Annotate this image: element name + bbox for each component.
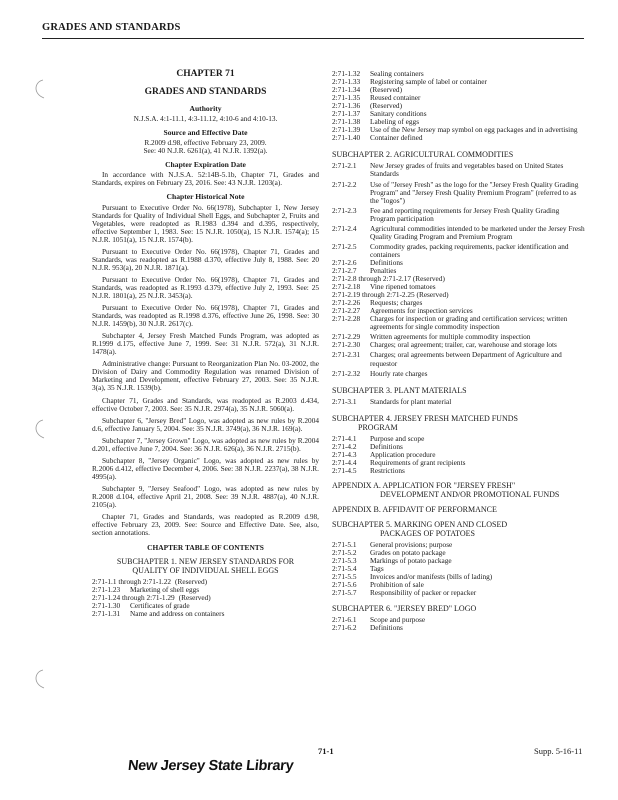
expiration-heading: Chapter Expiration Date <box>165 160 246 170</box>
toc-entry-range: 2:71-2.8 through 2:71-2.17 (Reserved) <box>332 274 445 284</box>
toc-entry <box>332 341 586 349</box>
section-number: 2:71-1.35 <box>332 93 361 103</box>
section-title: Tags <box>370 564 384 574</box>
subchapter-heading-line: SUBCHAPTER 5. MARKING OPEN AND CLOSED <box>332 519 508 529</box>
section-number: 2:71-6.1 <box>332 615 357 625</box>
section-number: 2:71-5.2 <box>332 547 357 557</box>
section-title: Marketing of shell eggs <box>130 585 200 595</box>
section-number: 2:71-2.6 <box>332 257 357 267</box>
history-paragraph: Subchapter 4, Jersey Fresh Matched Funds Program, was adopted as R.1999 d.175, effective June 7, 1999. See: 31 N.J.R. 572(a), 31 N.J.R. 1478(a). <box>92 331 319 357</box>
authority-heading: Authority <box>189 104 222 114</box>
history-paragraph: Pursuant to Executive Order No. 66(1978), Chapter 71, Grades and Standards, was readopted as R.1998 d.376, effective June 26, 1998. See: 30 N.J.R. 1459(b), 30 N.J.R. 2617(c). <box>92 303 319 329</box>
section-title: Use of "Jersey Fresh" as the logo for the "Jersey Fresh Quality Grading Program" and "Jersey Fresh Quality Premium Program" (referred to as the "logos") <box>370 179 579 205</box>
toc-entry <box>332 225 586 241</box>
section-number: 2:71-2.3 <box>332 205 357 215</box>
section-number: 2:71-1.38 <box>332 117 361 127</box>
toc-entry <box>92 594 319 602</box>
section-title: (Reserved) <box>370 101 403 111</box>
section-number: 2:71-1.33 <box>332 77 361 87</box>
section-title: Prohibition of sale <box>370 580 424 590</box>
history-paragraph: Subchapter 6, "Jersey Bred" Logo, was adopted as new rules by R.2004 d.6, effective January 5, 2004. See: 35 N.J.R. 3749(a), 36 N.J.R. 169(a). <box>92 415 319 433</box>
toc-entry <box>332 467 586 475</box>
toc-entry <box>332 351 586 367</box>
header-rule <box>42 38 584 39</box>
section-number: 2:71-1.34 <box>332 85 361 95</box>
expiration-text: In accordance with N.J.S.A. 52:14B-5.1b, Chapter 71, Grades and Standards, expires on February 23, 2016. See: 43 N.J.R. 1203(a). <box>92 170 319 188</box>
section-number: 2:71-2.5 <box>332 241 357 251</box>
section-title: Sealing containers <box>370 69 424 78</box>
section-number: 2:71-1.32 <box>332 69 361 78</box>
history-paragraph: Pursuant to Executive Order No. 66(1978), Chapter 71, Grades and Standards, was readopted as R.1988 d.370, effective July 8, 1988. See: 20 N.J.R. 953(a), 20 N.J.R. 1871(a). <box>92 246 319 272</box>
subchapter-heading-line: SUBCHAPTER 4. JERSEY FRESH MATCHED FUNDS <box>332 413 518 423</box>
binder-hole-mark <box>30 418 48 440</box>
section-number: 2:71-1.1 through 2:71-1.22 <box>92 577 172 587</box>
subchapter-3-heading: SUBCHAPTER 3. PLANT MATERIALS <box>332 385 467 395</box>
appendix-b-heading: APPENDIX B. AFFIDAVIT OF PERFORMANCE <box>332 504 497 514</box>
history-paragraph: Chapter 71, Grades and Standards, was readopted as R.2003 d.434, effective October 7, 2003. See: 35 N.J.R. 2974(a), 35 N.J.R. 5060(a). <box>92 395 319 413</box>
section-title: Written agreements for multiple commodity inspection <box>370 332 531 342</box>
toc-entry <box>332 315 586 331</box>
section-title: Use of the New Jersey map symbol on egg packages and in advertising <box>370 125 578 135</box>
section-number: 2:71-2.4 <box>332 223 357 233</box>
subchapter-6-heading: SUBCHAPTER 6. "JERSEY BRED" LOGO <box>332 604 477 614</box>
toc-entry-range: 2:71-2.19 through 2:71-2.25 (Reserved) <box>332 290 449 300</box>
section-title: Grades on potato package <box>370 547 446 557</box>
section-title: Agreements for inspection services <box>370 306 473 316</box>
subchapter-heading-line: SUBCHAPTER 1. NEW JERSEY STANDARDS FOR <box>116 557 295 567</box>
section-title: Scope and purpose <box>370 615 426 625</box>
section-title: Name and address on containers <box>130 609 225 619</box>
section-number: 2:71-5.1 <box>332 539 357 549</box>
section-number: 2:71-5.3 <box>332 555 357 565</box>
section-title: Charges for inspection or grading and certification services; written agreements for single commodity inspection <box>370 314 568 332</box>
section-number: 2:71-5.5 <box>332 572 357 582</box>
section-number: 2:71-2.1 <box>332 161 357 171</box>
section-title: Definitions <box>370 623 403 633</box>
section-title: Requests; charges <box>370 298 423 308</box>
section-title: Agricultural commodities intended to be marketed under the Jersey Fresh Quality Grading Program and Premium Program <box>370 223 585 241</box>
section-number: 2:71-4.2 <box>332 441 357 451</box>
binder-hole-mark <box>30 668 48 690</box>
section-number: 2:71-5.6 <box>332 580 357 590</box>
history-paragraph: Chapter 71, Grades and Standards, was readopted as R.2009 d.98, effective February 23, 2009. See: Source and Effective Date. See, also, section annotations. <box>92 512 319 538</box>
right-column <box>332 70 586 632</box>
toc-entry <box>92 578 319 586</box>
section-number: 2:71-4.5 <box>332 465 357 475</box>
section-number: 2:71-1.36 <box>332 101 361 111</box>
toc-entry <box>332 243 586 259</box>
history-paragraph: Pursuant to Executive Order No. 66(1978), Subchapter 1, New Jersey Standards for Quality of Individual Shell Eggs, and Subchapter 2, Fruits and Vegetables, were readopted as R.1983 d.394 and d.395, respectively, effective September 1, 1983. See: 15 N.J.R. 1050(a), 15 N.J.R. 1574(a); 15 N.J.R. 1051(a), 15 N.J.R. 1574(b). <box>92 202 319 244</box>
section-number: 2:71-1.30 <box>92 601 121 611</box>
section-number: 2:71-2.30 <box>332 340 361 350</box>
subchapter-1-heading <box>92 557 319 575</box>
section-number: 2:71-1.31 <box>92 609 121 619</box>
section-title: Markings of potato package <box>370 555 452 565</box>
binder-hole-mark <box>30 78 48 100</box>
running-header: GRADES AND STANDARDS <box>42 22 181 33</box>
section-number: 2:71-5.7 <box>332 588 357 598</box>
subchapter-heading-line: QUALITY OF INDIVIDUAL SHELL EGGS <box>132 566 279 576</box>
section-title: Sanitary conditions <box>370 109 427 119</box>
history-paragraph: Administrative change: Pursuant to Reorganization Plan No. 03-2002, the Division of Dairy and Commodity Regulation was renamed Division of Marketing and Development, effective February 27, 2003. See: 35 N.J.R. 3(a), 35 N.J.R. 1539(b). <box>92 359 319 393</box>
chapter-number: CHAPTER 71 <box>176 69 235 79</box>
toc-entry <box>332 624 586 632</box>
section-title: New Jersey grades of fruits and vegetables based on United States Standards <box>370 161 564 179</box>
source-line: R.2009 d.98, effective February 23, 2009. <box>144 138 267 148</box>
section-number: 2:71-1.40 <box>332 133 361 143</box>
section-title: Definitions <box>370 441 403 451</box>
section-title: Hourly rate charges <box>370 368 428 378</box>
section-number: 2:71-2.7 <box>332 265 357 275</box>
section-number: 2:71-2.31 <box>332 350 361 360</box>
appendix-heading-line: DEVELOPMENT AND/OR PROMOTIONAL FUNDS <box>380 489 560 499</box>
section-number: 2:71-1.37 <box>332 109 361 119</box>
section-title: (Reserved) <box>178 593 211 603</box>
section-number: 2:71-1.39 <box>332 125 361 135</box>
section-title: Definitions <box>370 257 403 267</box>
history-paragraph: Subchapter 8, "Jersey Organic" Logo, was adopted as new rules by R.2006 d.412, effective December 4, 2006. See: 38 N.J.R. 2237(a), 38 N.J.R. 4995(a). <box>92 455 319 481</box>
section-title: (Reserved) <box>370 85 403 95</box>
section-title: Invoices and/or manifests (bills of lading) <box>370 572 493 582</box>
section-number: 2:71-2.2 <box>332 179 357 189</box>
toc-entry <box>332 134 586 142</box>
subchapter-5-heading <box>332 520 586 538</box>
source-line: See: 40 N.J.R. 6261(a), 41 N.J.R. 1392(a). <box>143 146 268 156</box>
toc-entry <box>332 398 586 406</box>
section-title: Container defined <box>370 133 423 143</box>
page-number: 71-1 <box>318 746 334 756</box>
subchapter-heading-line: PROGRAM <box>358 422 398 432</box>
appendix-heading-line: APPENDIX A. APPLICATION FOR "JERSEY FRESH" <box>332 480 516 490</box>
history-heading: Chapter Historical Note <box>166 192 245 202</box>
section-number: 2:71-2.18 <box>332 282 361 292</box>
left-column <box>92 70 319 618</box>
section-title: Application procedure <box>370 449 436 459</box>
section-title: Penalties <box>370 265 397 275</box>
section-title: Purpose and scope <box>370 433 425 443</box>
section-number: 2:71-3.1 <box>332 396 357 406</box>
section-title: Standards for plant material <box>370 396 452 406</box>
section-number: 2:71-4.4 <box>332 457 357 467</box>
section-number: 2:71-5.4 <box>332 564 357 574</box>
history-paragraph: Subchapter 7, "Jersey Grown" Logo, was adopted as new rules by R.2004 d.201, effective June 7, 2004. See: 36 N.J.R. 626(a), 36 N.J.R. 2715(b). <box>92 435 319 453</box>
toc-heading: CHAPTER TABLE OF CONTENTS <box>147 543 264 553</box>
toc-entry <box>332 589 586 597</box>
section-title: Certificates of grade <box>130 601 190 611</box>
section-number: 2:71-4.1 <box>332 433 357 443</box>
section-title: Fee and reporting requirements for Jersey Fresh Quality Grading Program participation <box>370 205 560 223</box>
toc-entry <box>92 610 319 618</box>
toc-entry <box>332 207 586 223</box>
section-number: 2:71-2.32 <box>332 368 361 378</box>
section-title: Charges; oral agreements between Department of Agriculture and requestor <box>370 350 562 368</box>
history-paragraph: Subchapter 9, "Jersey Seafood" Logo, was adopted as new rules by R.2008 d.104, effective April 21, 2008. See: 39 N.J.R. 4887(a), 40 N.J.R. 2105(a). <box>92 483 319 510</box>
section-number: 2:71-2.26 <box>332 298 361 308</box>
section-number: 2:71-2.28 <box>332 314 361 324</box>
section-number: 2:71-1.23 <box>92 585 121 595</box>
toc-entry <box>332 181 586 205</box>
section-title: Vine ripened tomatoes <box>370 282 436 292</box>
section-title: Labeling of eggs <box>370 117 420 127</box>
section-title: General provisions; purpose <box>370 539 453 549</box>
section-number: 2:71-2.27 <box>332 306 361 316</box>
toc-entry <box>332 162 586 178</box>
section-title: Reused container <box>370 93 421 103</box>
subchapter-heading-line: PACKAGES OF POTATOES <box>380 528 475 538</box>
library-stamp: New Jersey State Library <box>127 758 295 774</box>
section-number: 2:71-6.2 <box>332 623 357 633</box>
section-title: Charges; oral agreement; trailer, car, warehouse and storage lots <box>370 340 557 350</box>
section-title: Restrictions <box>370 465 405 475</box>
authority-text: N.J.S.A. 4:1-11.1, 4:3-11.12, 4:10-6 and 4:10-13. <box>133 114 278 124</box>
appendix-a-heading <box>332 481 586 499</box>
section-title: Registering sample of label or container <box>370 77 487 87</box>
history-paragraph: Pursuant to Executive Order No. 66(1978), Chapter 71, Grades and Standards, was readopted as R.1993 d.379, effective July 2, 1993. See: 25 N.J.R. 1801(a), 25 N.J.R. 3453(a). <box>92 274 319 300</box>
section-number: 2:71-4.3 <box>332 449 357 459</box>
section-title: Responsibility of packer or repacker <box>370 588 477 598</box>
section-number: 2:71-2.29 <box>332 332 361 342</box>
subchapter-4-heading <box>332 414 586 432</box>
section-title: (Reserved) <box>175 577 208 587</box>
supplement-date: Supp. 5-16-11 <box>534 746 583 756</box>
chapter-title: GRADES AND STANDARDS <box>144 87 267 98</box>
subchapter-2-heading: SUBCHAPTER 2. AGRICULTURAL COMMODITIES <box>332 150 514 160</box>
section-number: 2:71-1.24 through 2:71-1.29 <box>92 593 175 603</box>
section-title: Commodity grades, packing requirements, packer identification and containers <box>370 241 569 259</box>
section-title: Requirements of grant recipients <box>370 457 466 467</box>
source-heading: Source and Effective Date <box>163 128 248 138</box>
toc-entry <box>332 370 586 378</box>
